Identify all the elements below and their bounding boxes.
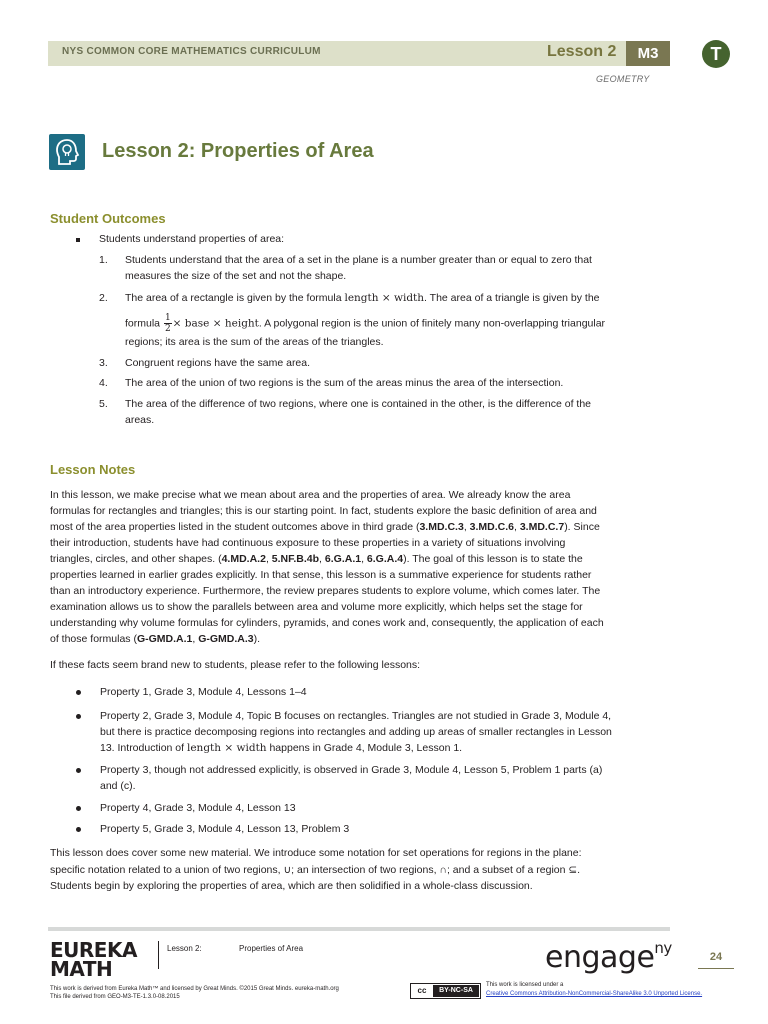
outcome-text: The area of the union of two regions is the sum of the areas minus the area of the intersection. — [125, 377, 564, 389]
bullet-dot — [76, 714, 81, 719]
outcome-text: Congruent regions have the same area. — [125, 357, 311, 369]
notes-paragraph-line: triangles, circles, and other shapes. (4.MD.A.2, 5.NF.B.4b, 6.G.A.1, 6.G.A.4). The goal of this lesson is to state the — [50, 553, 583, 565]
list-item: Property 2, Grade 3, Module 4, Topic B focuses on rectangles. Triangles are not studied in Grade 3, Module 4, — [100, 710, 612, 722]
outcome-text: The area of the difference of two regions, where one is contained in the other, is the difference of the — [125, 398, 591, 410]
footer-divider — [48, 927, 670, 931]
footer-file-id: This file derived from GEO-M3-TE-1.3.0-08.2015 — [50, 994, 180, 1000]
list-item: Property 5, Grade 3, Module 4, Lesson 13, Problem 3 — [100, 823, 350, 835]
notes-paragraph-line: properties learned in earlier grades explicitly. In that sense, this lesson is a summative experience for students rather — [50, 569, 592, 581]
bullet-dot — [76, 690, 81, 695]
bullet-dot — [76, 806, 81, 811]
notes-paragraph-line: understanding why volume formulas for cylinders, pyramids, and cones work and, consequently, the application of each — [50, 617, 604, 629]
standard-ref: 3.MD.C.3 — [419, 521, 464, 533]
notes-paragraph-line: specific notation related to a union of two regions, ∪; an intersection of two regions, ∩; and a subset of a region ⊆. — [50, 864, 581, 876]
eureka-math-logo: EUREKA MATH — [50, 938, 137, 981]
fraction-one-half: $\frac{1}{2}$ — [164, 313, 171, 334]
license-link[interactable]: Creative Commons Attribution-NonCommercial-ShareAlike 3.0 Unported License. — [486, 991, 703, 997]
list-item: Property 3, though not addressed explicitly, is observed in Grade 3, Module 4, Lesson 5, Problem 1 parts (a) — [100, 764, 603, 776]
footer-credit: This work is derived from Eureka Math™ and licensed by Great Minds. ©2015 Great Minds. eureka-math.org — [50, 986, 339, 992]
license-text: This work is licensed under a — [486, 982, 564, 988]
footer-lesson-label: Lesson 2: — [167, 944, 202, 953]
cc-license-badge[interactable]: cc BY-NC-SA — [410, 983, 481, 999]
standard-ref: G-GMD.A.3 — [198, 633, 254, 645]
bullet-dot — [76, 768, 81, 773]
formula-length-width: length × width — [186, 742, 267, 754]
standard-ref: 3.MD.C.6 — [469, 521, 514, 533]
outcomes-heading: Student Outcomes — [50, 211, 166, 226]
outcome-number: 2. — [99, 292, 108, 304]
notes-paragraph-line: Students begin by exploring the properties of area, which are then solidified in a whole-class discussion. — [50, 880, 533, 892]
notes-paragraph-line: examination allows us to show the parallels between area and volume more explicitly, which helps set the stage for — [50, 601, 583, 613]
notes-paragraph-line: formulas for rectangles and triangles; this is our starting point. In fact, students explore the basic definition of area and — [50, 505, 597, 517]
module-badge: M3 — [626, 41, 670, 66]
engageny-logo: engage$^{ny}$ — [545, 939, 672, 975]
outcome-text: The area of a rectangle is given by the formula length × width. The area of a triangle is given by the — [125, 292, 600, 304]
header-lesson: Lesson 2 — [547, 43, 617, 60]
notes-paragraph-line: This lesson does cover some new material. We introduce some notation for set operations for regions in the plane: — [50, 847, 582, 859]
footer-separator — [158, 941, 159, 969]
outcome-text: areas. — [125, 414, 155, 426]
standard-ref: 5.NF.B.4b — [271, 553, 320, 565]
standard-ref: 4.MD.A.2 — [221, 553, 266, 565]
outcome-text: formula $\frac{1}{2}$ × base × height. A polygonal region is the union of finitely many non-overlapping triangular — [125, 313, 606, 334]
notes-paragraph-line: than an introductory experience. Furthermore, the review prepares students to explore volume, which comes later. The — [50, 585, 601, 597]
list-item: 13. Introduction of length × width happens in Grade 4, Module 3, Lesson 1. — [100, 742, 463, 754]
formula-length-width: length × width — [344, 292, 425, 304]
notes-paragraph-line: In this lesson, we make precise what we mean about area and the properties of area. We already know the area — [50, 489, 571, 501]
subject-label: GEOMETRY — [596, 74, 650, 84]
outcomes-intro: Students understand properties of area: — [99, 233, 285, 245]
bullet-dot — [76, 827, 81, 832]
standard-ref: 6.G.A.4 — [366, 553, 404, 565]
teacher-badge: T — [702, 40, 730, 68]
bullet-square — [76, 238, 80, 242]
notes-refer: If these facts seem brand new to students, please refer to the following lessons: — [50, 659, 421, 671]
standard-ref: 6.G.A.1 — [324, 553, 362, 565]
list-item: Property 1, Grade 3, Module 4, Lessons 1–4 — [100, 686, 307, 698]
list-item: and (c). — [100, 780, 136, 792]
standard-ref: G-GMD.A.1 — [136, 633, 193, 645]
page-title: Lesson 2: Properties of Area — [102, 140, 374, 162]
notes-paragraph-line: most of the area properties listed in the student outcomes above in third grade (3.MD.C.3, 3.MD.C.6, 3.MD.C.7). Since — [50, 521, 600, 533]
outcome-number: 3. — [99, 357, 108, 369]
notes-paragraph-line: of those formulas (G-GMD.A.1, G-GMD.A.3). — [50, 633, 261, 645]
notes-heading: Lesson Notes — [50, 462, 136, 477]
notes-paragraph-line: their introduction, students have had continuous exposure to these properties in a variety of situations involving — [50, 537, 566, 549]
outcome-text: measures the size of the set and not the shape. — [125, 270, 347, 282]
lightbulb-head-icon — [49, 134, 85, 170]
outcome-number: 4. — [99, 377, 108, 389]
outcome-number: 1. — [99, 254, 108, 266]
outcome-number: 5. — [99, 398, 108, 410]
list-item: Property 4, Grade 3, Module 4, Lesson 13 — [100, 802, 296, 814]
page-number-underline — [698, 968, 734, 969]
outcome-text: regions; its area is the sum of the areas of the triangles. — [125, 336, 384, 348]
curriculum-label: NYS COMMON CORE MATHEMATICS CURRICULUM — [62, 46, 321, 57]
standard-ref: 3.MD.C.7 — [519, 521, 565, 533]
formula-base-height: × base × height — [172, 317, 259, 330]
page-number: 24 — [709, 951, 723, 963]
list-item: but there is practice decomposing regions into rectangles and adding up areas of smaller rectangles in Lesson — [100, 726, 612, 738]
footer-lesson-name: Properties of Area — [239, 944, 304, 953]
outcome-text: Students understand that the area of a set in the plane is a number greater than or equal to zero that — [125, 254, 592, 266]
